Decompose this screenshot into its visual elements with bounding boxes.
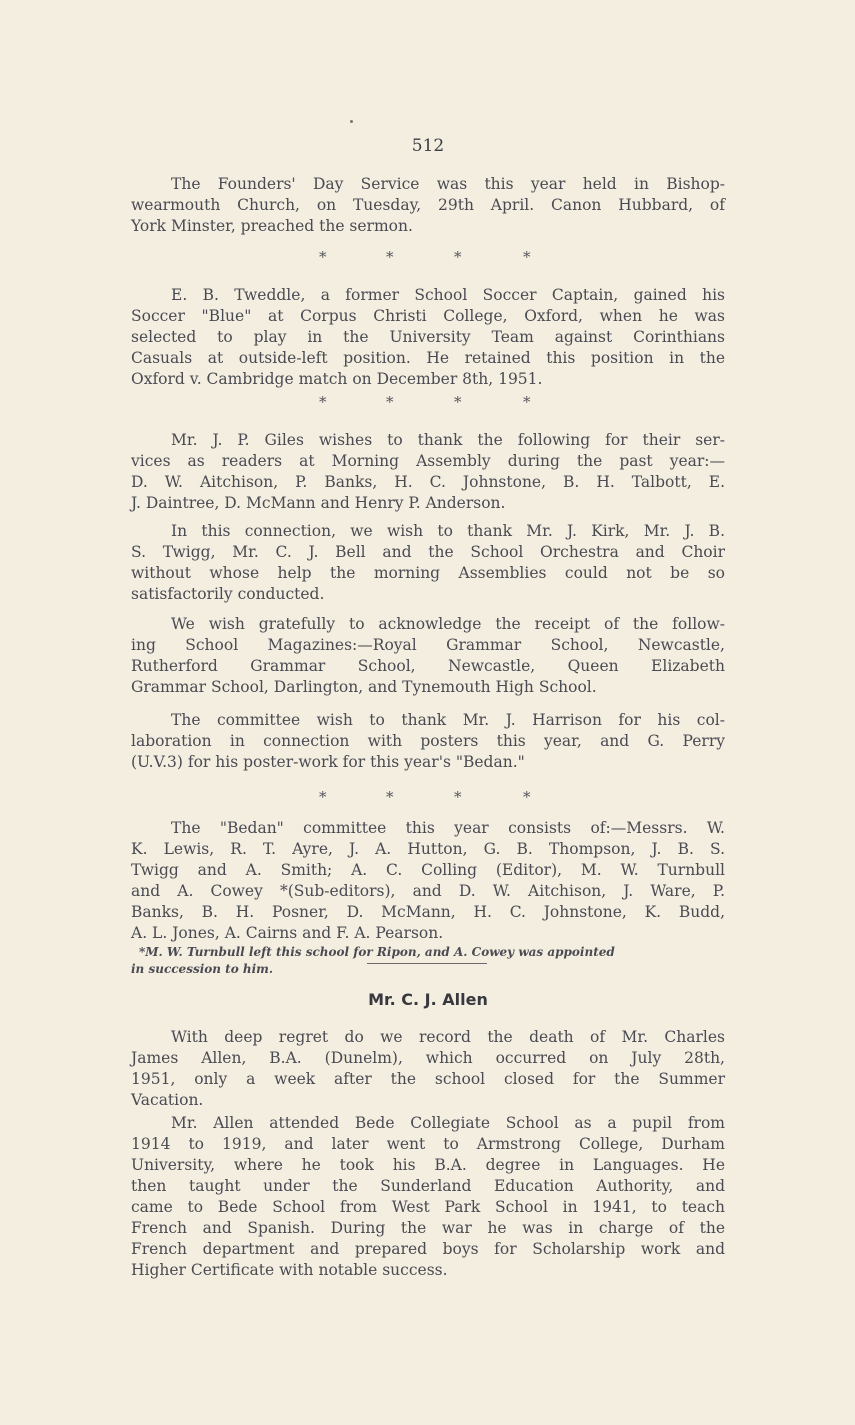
text-line: French and Spanish. During the war he was in charge of the (131, 1219, 725, 1237)
separator-star: * (386, 788, 394, 806)
paragraph-tweddle (131, 285, 725, 390)
separator-star: * (386, 393, 394, 411)
text-line: The "Bedan" committee this year consists of:—Messrs. W. (171, 819, 725, 837)
page-number: 512 (411, 136, 445, 156)
paragraph-giles (131, 430, 725, 514)
text-line: In this connection, we wish to thank Mr. J. Kirk, Mr. J. B. (171, 522, 725, 540)
text-line: Mr. Allen attended Bede Collegiate School as a pupil from (171, 1114, 725, 1132)
text-line: With deep regret do we record the death of Mr. Charles (171, 1028, 725, 1046)
paragraph-allen-career (131, 1113, 725, 1281)
separator-star: * (386, 248, 394, 266)
text-line: James Allen, B.A. (Dunelm), which occurred on July 28th, (131, 1049, 725, 1067)
separator-star: * (319, 248, 327, 266)
text-line: A. L. Jones, A. Cairns and F. A. Pearson. (131, 924, 444, 942)
text-line: York Minster, preached the sermon. (131, 217, 413, 235)
section-heading: Mr. C. J. Allen (368, 990, 488, 1009)
text-line: in succession to him. (131, 962, 274, 976)
text-line: The committee wish to thank Mr. J. Harrison for his col- (171, 711, 725, 729)
text-line: Soccer "Blue" at Corpus Christi College, Oxford, when he was (131, 307, 725, 325)
text-line: vices as readers at Morning Assembly during the past year:— (131, 452, 725, 470)
text-line: ing School Magazines:—Royal Grammar School, Newcastle, (131, 636, 725, 654)
text-line: E. B. Tweddle, a former School Soccer Captain, gained his (171, 286, 725, 304)
separator-star: * (319, 393, 327, 411)
text-line: wearmouth Church, on Tuesday, 29th April. Canon Hubbard, of (131, 196, 725, 214)
separator-star: * (523, 788, 531, 806)
text-line: satisfactorily conducted. (131, 585, 325, 603)
section-divider (367, 963, 487, 964)
text-line: J. Daintree, D. McMann and Henry P. Anderson. (131, 494, 506, 512)
text-line: The Founders' Day Service was this year held in Bishop- (171, 175, 725, 193)
text-line: Higher Certificate with notable success. (131, 1261, 448, 1279)
text-line: French department and prepared boys for Scholarship work and (131, 1240, 725, 1258)
text-line: and A. Cowey *(Sub-editors), and D. W. Aitchison, J. Ware, P. (131, 882, 725, 900)
text-line: Mr. J. P. Giles wishes to thank the following for their ser- (171, 431, 725, 449)
paragraph-magazines (131, 614, 725, 698)
text-line: Banks, B. H. Posner, D. McMann, H. C. Johnstone, K. Budd, (131, 903, 725, 921)
text-line: laboration in connection with posters this year, and G. Perry (131, 732, 725, 750)
footnote (131, 944, 725, 978)
text-line: Vacation. (131, 1091, 204, 1109)
text-line: 1951, only a week after the school closed for the Summer (131, 1070, 725, 1088)
separator-stars (131, 788, 725, 808)
separator-stars (131, 393, 725, 413)
text-line: came to Bede School from West Park School in 1941, to teach (131, 1198, 725, 1216)
text-line: (U.V.3) for his poster-work for this year's "Bedan." (131, 753, 525, 771)
text-line: 1914 to 1919, and later went to Armstrong College, Durham (131, 1135, 725, 1153)
paragraph-allen-death (131, 1027, 725, 1111)
paragraph-founders-day (131, 174, 725, 237)
print-speck (350, 120, 353, 123)
separator-star: * (454, 393, 462, 411)
paragraph-committee (131, 818, 725, 944)
text-line: selected to play in the University Team against Corinthians (131, 328, 725, 346)
text-line: D. W. Aitchison, P. Banks, H. C. Johnstone, B. H. Talbott, E. (131, 473, 725, 491)
text-line: Oxford v. Cambridge match on December 8th, 1951. (131, 370, 543, 388)
text-line: Casuals at outside-left position. He retained this position in the (131, 349, 725, 367)
separator-star: * (454, 248, 462, 266)
separator-stars (131, 248, 725, 268)
separator-star: * (454, 788, 462, 806)
separator-star: * (523, 393, 531, 411)
text-line: Rutherford Grammar School, Newcastle, Queen Elizabeth (131, 657, 725, 675)
text-line: University, where he took his B.A. degree in Languages. He (131, 1156, 725, 1174)
text-line: K. Lewis, R. T. Ayre, J. A. Hutton, G. B. Thompson, J. B. S. (131, 840, 725, 858)
separator-star: * (319, 788, 327, 806)
text-line: We wish gratefully to acknowledge the receipt of the follow- (171, 615, 725, 633)
paragraph-connection (131, 521, 725, 605)
text-line: S. Twigg, Mr. C. J. Bell and the School Orchestra and Choir (131, 543, 725, 561)
paragraph-harrison (131, 710, 725, 773)
text-line: Grammar School, Darlington, and Tynemouth High School. (131, 678, 597, 696)
separator-star: * (523, 248, 531, 266)
text-line: without whose help the morning Assemblies could not be so (131, 564, 725, 582)
text-line: Twigg and A. Smith; A. C. Colling (Editor), M. W. Turnbull (131, 861, 725, 879)
text-line: then taught under the Sunderland Education Authority, and (131, 1177, 725, 1195)
text-line: *M. W. Turnbull left this school for Ripon, and A. Cowey was appointed (139, 945, 615, 959)
